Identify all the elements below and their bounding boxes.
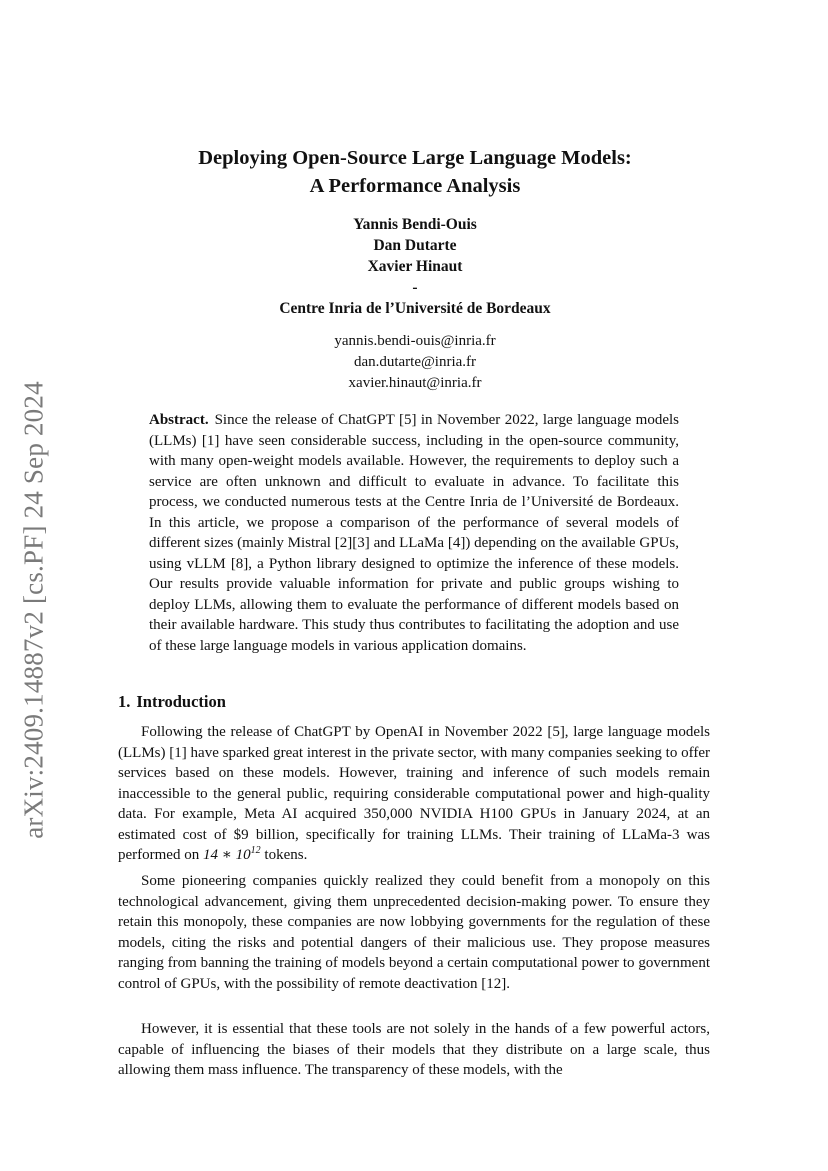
paragraph-main-text: Following the release of ChatGPT by OpenAI in November 2022 [5], large language models (LLMs) [1] have sparked great interest in the private sector, with many companies seeking to offer services based on these models. However, training and inference of such models remain inaccessible to the general public, requiring considerable computational power and high-quality data. For example, Meta AI acquired 350,000 NVIDIA H100 GPUs in January 2024, at an estimated cost of $9 billion, specifically for training LLMs. Their training of LLaMa-3 was performed on bbox=[118, 724, 710, 863]
arxiv-identifier-text: arXiv:2409.14887v2 [cs.PF] 24 Sep 2024 bbox=[18, 381, 49, 839]
author-name: Xavier Hinaut bbox=[367, 258, 463, 275]
author-name: Dan Dutarte bbox=[373, 237, 457, 254]
author-email: dan.dutarte@inria.fr bbox=[353, 354, 477, 370]
section-title-text: Introduction bbox=[136, 692, 226, 711]
paper-title bbox=[120, 144, 710, 200]
math-exponent: 12 bbox=[250, 845, 261, 856]
section-number: 1. bbox=[118, 692, 131, 711]
paragraph-text: However, it is essential that these tools are not solely in the hands of a few powerful actors, capable of influencing the biases of their models that they distribute on a large scale, thus allowing them mass influence. The transparency of these models, with the bbox=[118, 1021, 710, 1078]
body-paragraph-1 bbox=[118, 722, 710, 866]
paragraph-tail-text: tokens. bbox=[264, 847, 308, 863]
author-email: yannis.bendi-ouis@inria.fr bbox=[334, 333, 496, 349]
abstract bbox=[149, 410, 679, 656]
author-name: Yannis Bendi-Ouis bbox=[353, 216, 477, 233]
arxiv-identifier-stamp bbox=[14, 370, 54, 850]
title-line-2: A Performance Analysis bbox=[309, 175, 521, 197]
math-expression bbox=[203, 847, 261, 863]
author-block bbox=[120, 214, 710, 319]
paragraph-text bbox=[118, 722, 710, 866]
affiliation: Centre Inria de l’Université de Bordeaux bbox=[279, 300, 551, 317]
math-base: 14 ∗ 10 bbox=[202, 847, 251, 863]
abstract-text: Since the release of ChatGPT [5] in November 2022, large language models (LLMs) [1] have seen considerable success, including in the open-source community, with many open-weight models available. However, the requirements to deploy such a service are often unknown and difficult to evaluate in advance. To facilitate this process, we conducted numerous tests at the Centre Inria de l’Université de Bordeaux. In this article, we propose a comparison of the performance of several models of different sizes (mainly Mistral [2][3] and LLaMa [4]) depending on the available GPUs, using vLLM [8], a Python library designed to optimize the inference of these models. Our results provide valuable information for private and public groups wishing to deploy LLMs, allowing them to evaluate the performance of different models based on their available hardware. This study thus contributes to facilitating the adoption and use of these large language models in various application domains. bbox=[149, 412, 679, 654]
abstract-label: Abstract. bbox=[149, 412, 209, 428]
body-paragraph-3 bbox=[118, 1019, 710, 1081]
body-paragraph-2 bbox=[118, 871, 710, 994]
author-email: xavier.hinaut@inria.fr bbox=[348, 375, 482, 391]
section-heading bbox=[118, 692, 226, 712]
email-list bbox=[120, 331, 710, 394]
paragraph-text: Some pioneering companies quickly realized they could benefit from a monopoly on this technological advancement, giving them unprecedented decision-making power. To ensure they retain this monopoly, these companies are now lobbying governments for the regulation of these models, citing the risks and potential dangers of their malicious use. They propose measures ranging from banning the training of models beyond a certain computational power to government control of GPUs, with the possibility of remote deactivation [12]. bbox=[118, 873, 710, 992]
title-line-1: Deploying Open-Source Large Language Models: bbox=[198, 147, 632, 169]
author-separator: - bbox=[412, 279, 418, 296]
